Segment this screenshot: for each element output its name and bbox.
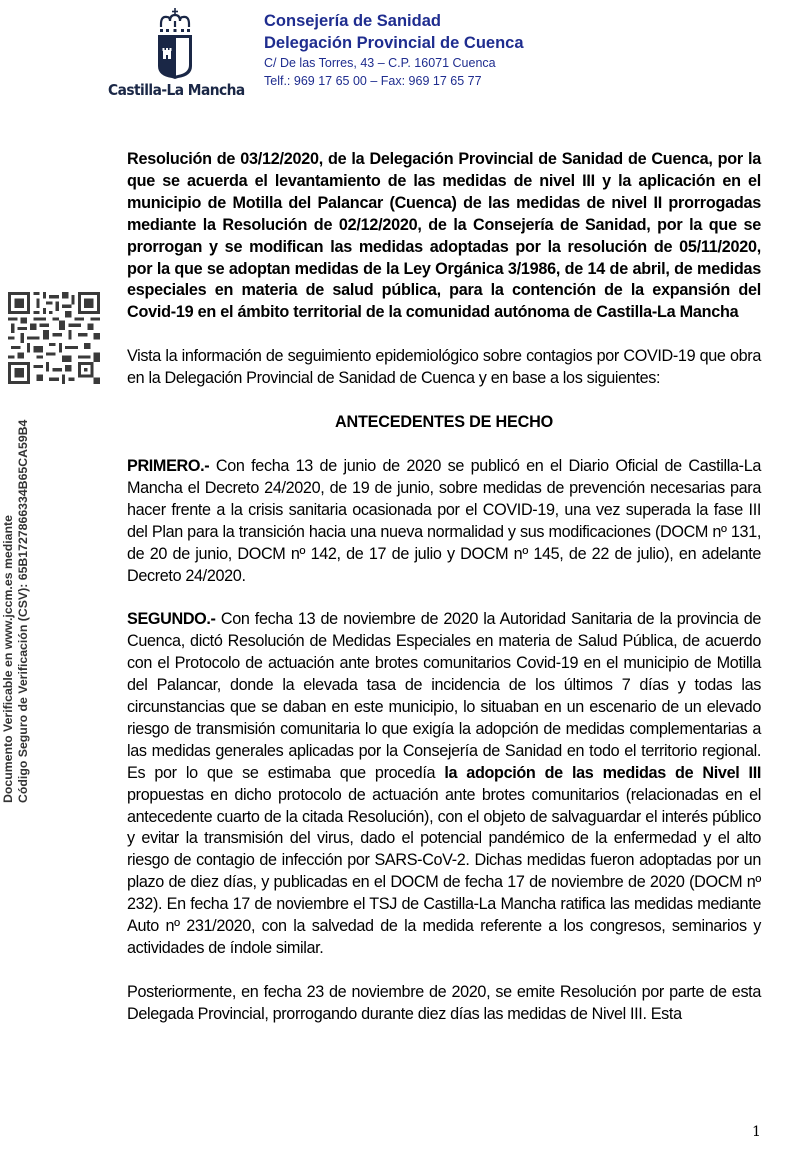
segundo-label: SEGUNDO.- — [127, 610, 216, 629]
delegation-name: Delegación Provincial de Cuenca — [264, 34, 524, 52]
castilla-la-mancha-logo — [108, 8, 245, 99]
section-heading: ANTECEDENTES DE HECHO — [335, 413, 553, 432]
segundo-bold-phrase: la adopción de las medidas de Nivel III — [444, 763, 761, 782]
primero-label: PRIMERO.- — [127, 456, 210, 475]
phone-fax: Telf.: 969 17 65 00 – Fax: 969 17 65 77 — [264, 74, 482, 88]
resolution-title: Resolución de 03/12/2020, de la Delegación Provincial de Sanidad de Cuenca, por la que se acuerda el levantamiento de las medidas de nivel III y la aplicación en el municipio de Motilla del Palancar (Cuenca) de las medidas de nivel II prorrogadas mediante la Resolución de 02/12/2020, de la Consejería de Sanidad, por la que se prorrogan y se modifican las medidas adoptadas por la resolución de 05/11/2020, por la que se adoptan medidas de la Ley Orgánica 3/1986, de 14 de abril, de medidas especiales en materia de salud pública, para la contención de la expansión del Covid-19 en el ámbito territorial de la comunidad autónoma de Castilla-La Mancha — [127, 150, 761, 322]
paragraph-segundo — [127, 609, 761, 960]
segundo-text-before: Con fecha 13 de noviembre de 2020 la Autoridad Sanitaria de la provincia de Cuenca, dictó Resolución de Medidas Especiales en materia de Salud Pública, de acuerdo con el Protocolo de actuación ante brotes comunitarios Covid-19 en el municipio de Motilla del Palancar, donde la elevada tasa de incidencia de los últimos 7 días y todas las circunstancias que se daban en este municipio, lo situaban en un escenario de un elevado riesgo de transmisión comunitaria lo que exigía la adopción de medidas complementarias a las medidas generales aplicadas por la Consejería de Sanidad en todo el territorio regional. Es por lo que se estimaba que procedía — [127, 610, 761, 782]
paragraph-posteriormente: Posteriormente, en fecha 23 de noviembre de 2020, se emite Resolución por parte de esta Delegada Provincial, prorrogando durante diez días las medidas de Nivel III. Esta — [127, 982, 761, 1023]
segundo-text-after: propuestas en dicho protocolo de actuación ante brotes comunitarios (relacionadas en el antecedente cuarto de la citada Resolución), con el objeto de salvaguardar el interés público y evitar la transmisión del virus, dado el potencial pandémico de la enfermedad y el alto riesgo de contagio de infección por SARS-CoV-2. Dichas medidas fueron adoptadas por un plazo de diez días, y publicadas en el DOCM de fecha 17 de noviembre de 2020 (DOCM nº 232). En fecha 17 de noviembre el TSJ de Castilla-La Mancha ratifica las medidas mediante Auto nº 231/2020, con la salvedad de la medida referente a los congresos, seminarios y actividades de índole similar. — [127, 785, 761, 957]
verification-stamp — [1, 383, 31, 803]
qr-code-icon — [8, 292, 100, 384]
document-body — [127, 149, 761, 1026]
page-number: 1 — [752, 1124, 761, 1140]
coat-of-arms-icon — [156, 8, 194, 80]
paragraph-primero — [127, 456, 761, 587]
logo-wordmark: Castilla-La Mancha — [108, 81, 245, 99]
verification-line-2: Código Seguro de Verificación (CSV): 65B1727866334B65CA59B4 — [16, 419, 30, 803]
address: C/ De las Torres, 43 – C.P. 16071 Cuenca — [264, 56, 496, 70]
primero-text: Con fecha 13 de junio de 2020 se publicó en el Diario Oficial de Castilla-La Mancha el Decreto 24/2020, de 19 de junio, sobre medidas de prevención necesarias para hacer frente a la crisis sanitaria ocasionada por el COVID-19, una vez superada la fase III del Plan para la transición hacia una nueva normalidad y sus modificaciones (DOCM nº 131, de 20 de junio, DOCM nº 142, de 17 de julio y DOCM nº 145, de 22 de julio), en adelante Decreto 24/2020. — [127, 456, 761, 585]
org-name: Consejería de Sanidad — [264, 12, 441, 30]
letterhead — [264, 10, 524, 90]
verification-line-1: Documento Verificable en www.jccm.es mediante — [1, 515, 15, 803]
intro-paragraph: Vista la información de seguimiento epidemiológico sobre contagios por COVID-19 que obra en la Delegación Provincial de Sanidad de Cuenca y en base a los siguientes: — [127, 347, 761, 388]
